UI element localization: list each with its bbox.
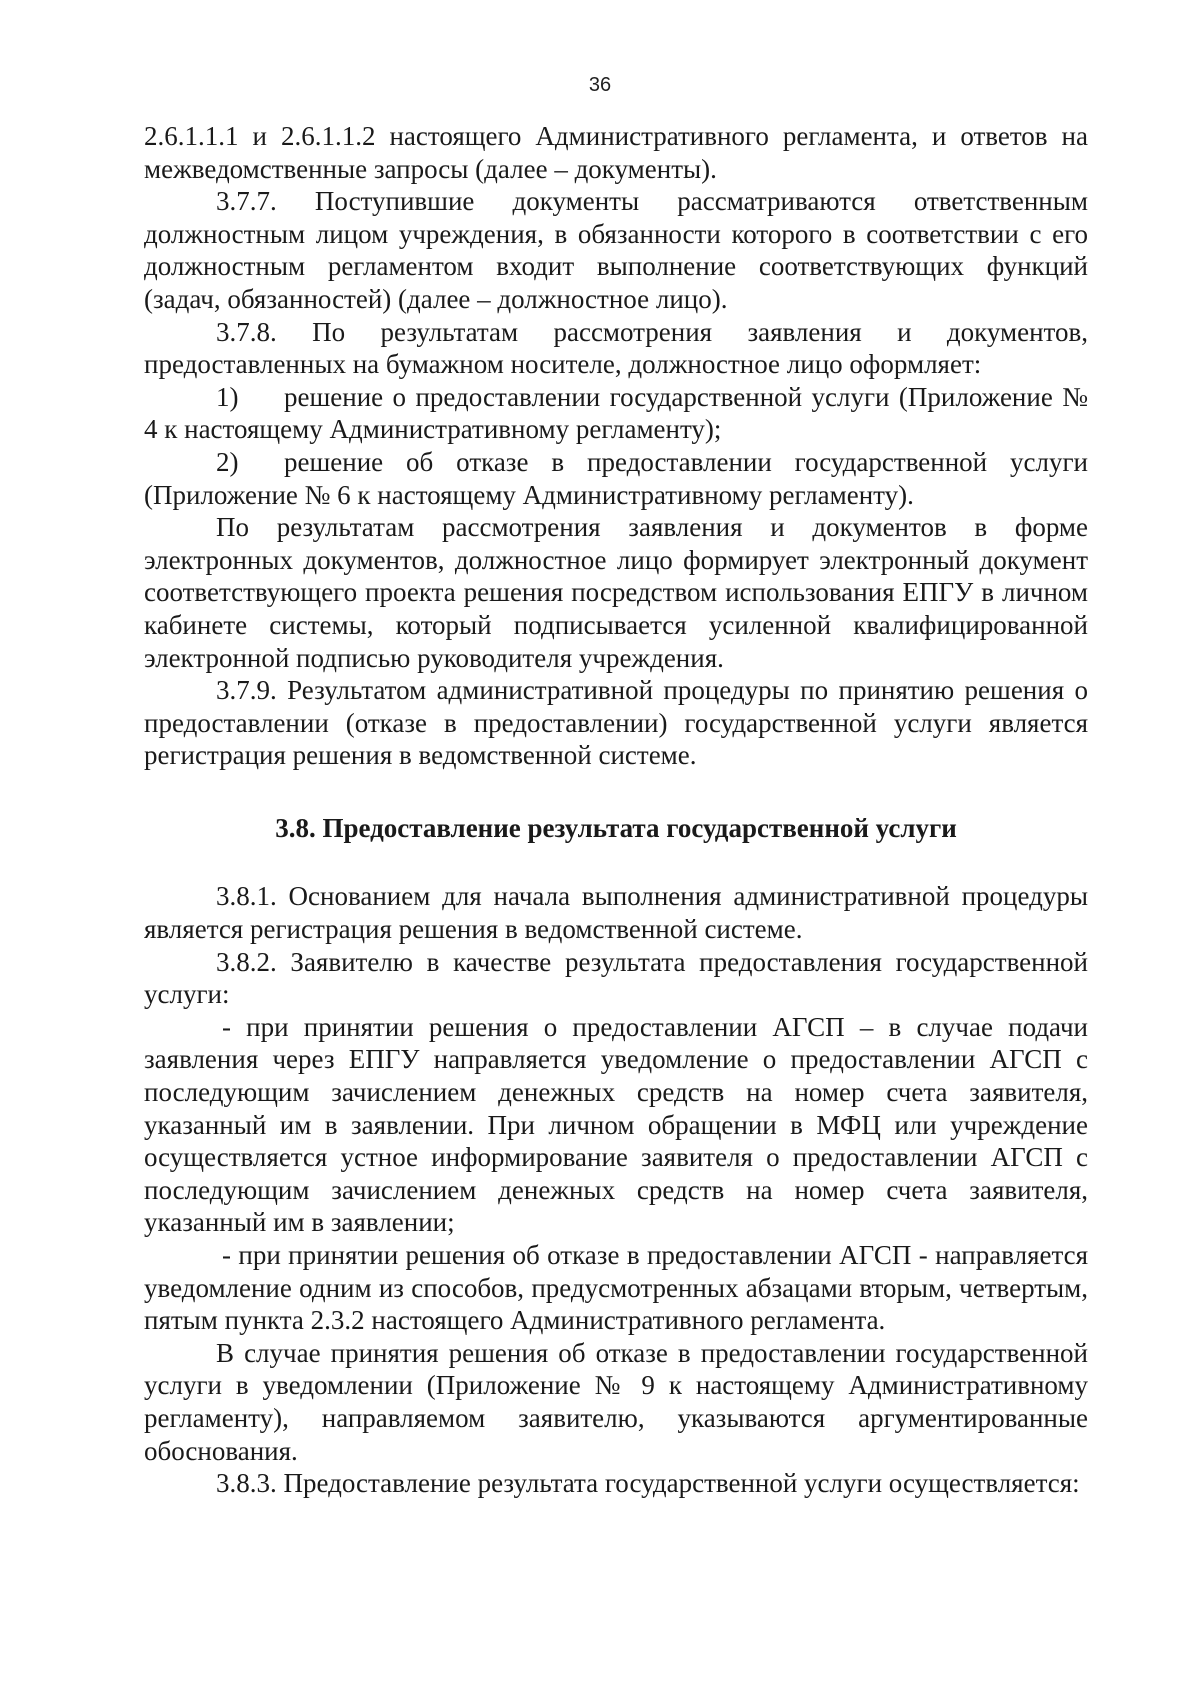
paragraph-3-7-7: 3.7.7. Поступившие документы рассматриваются ответственным должностным лицом учреждения, в обязанности которого в соответствии с его должностным регламентом входит выполнение соответствующих функций (задач, обязанностей) (далее – должностное лицо). <box>144 186 1088 314</box>
dash-paragraph-grant: - при принятии решения о предоставлении АГСП – в случае подачи заявления через ЕПГУ направляется уведомление о предоставлении АГСП с последующим зачислением денежных средств на номер счета заявителя, указанный им в заявлении. При личном обращении в МФЦ или учреждение осуществляется устное информирование заявителя о предоставлении АГСП с последующим зачислением денежных средств на номер счета заявителя, указанный им в заявлении; <box>144 1011 1088 1238</box>
list-item-number: 1) <box>216 381 239 412</box>
page-number: 36 <box>588 74 612 96</box>
list-item <box>144 381 1088 446</box>
paragraph-3-8-1: 3.8.1. Основанием для начала выполнения административной процедуры является регистрация решения в ведомственной системе. <box>144 881 1088 945</box>
paragraph-electronic: По результатам рассмотрения заявления и документов в форме электронных документов, должностное лицо формирует электронный документ соответствующего проекта решения посредством использования ЕПГУ в личном кабинете системы, который подписывается усиленной квалифицированной электронной подписью руководителя учреждения. <box>144 512 1088 673</box>
list-item-number: 2) <box>216 446 239 477</box>
paragraph-3-7-9: 3.7.9. Результатом административной процедуры по принятию решения о предоставлении (отказе в предоставлении) государственной услуги является регистрация решения в ведомственной системе. <box>144 675 1088 771</box>
section-heading: 3.8. Предоставление результата государственной услуги <box>275 812 957 843</box>
paragraph-3-8-2: 3.8.2. Заявителю в качестве результата предоставления государственной услуги: <box>144 946 1088 1010</box>
document-body <box>144 120 1088 1500</box>
paragraph-3-8-3: 3.8.3. Предоставление результата государственной услуги осуществляется: <box>216 1468 1080 1499</box>
dash-paragraph-refusal: - при принятии решения об отказе в предоставлении АГСП - направляется уведомление одним из способов, предусмотренных абзацами вторым, четвертым, пятым пункта 2.3.2 настоящего Административного регламента. <box>144 1240 1088 1336</box>
paragraph-continuation: 2.6.1.1.1 и 2.6.1.1.2 настоящего Административного регламента, и ответов на межведомственные запросы (далее – документы). <box>144 121 1088 184</box>
list-item-text: решение о предоставлении государственной услуги (Приложение № 4 к настоящему Административному регламенту); <box>144 381 1088 445</box>
list-item <box>144 446 1088 511</box>
paragraph-3-7-8: 3.7.8. По результатам рассмотрения заявления и документов, предоставленных на бумажном носителе, должностное лицо оформляет: <box>144 316 1088 380</box>
paragraph-refusal-case: В случае принятия решения об отказе в предоставлении государственной услуги в уведомлении (Приложение № 9 к настоящему Административному регламенту), направляемом заявителю, указываются аргументированные обоснования. <box>144 1337 1088 1466</box>
list-item-text: решение об отказе в предоставлении государственной услуги (Приложение № 6 к настоящему Административному регламенту). <box>144 446 1088 510</box>
